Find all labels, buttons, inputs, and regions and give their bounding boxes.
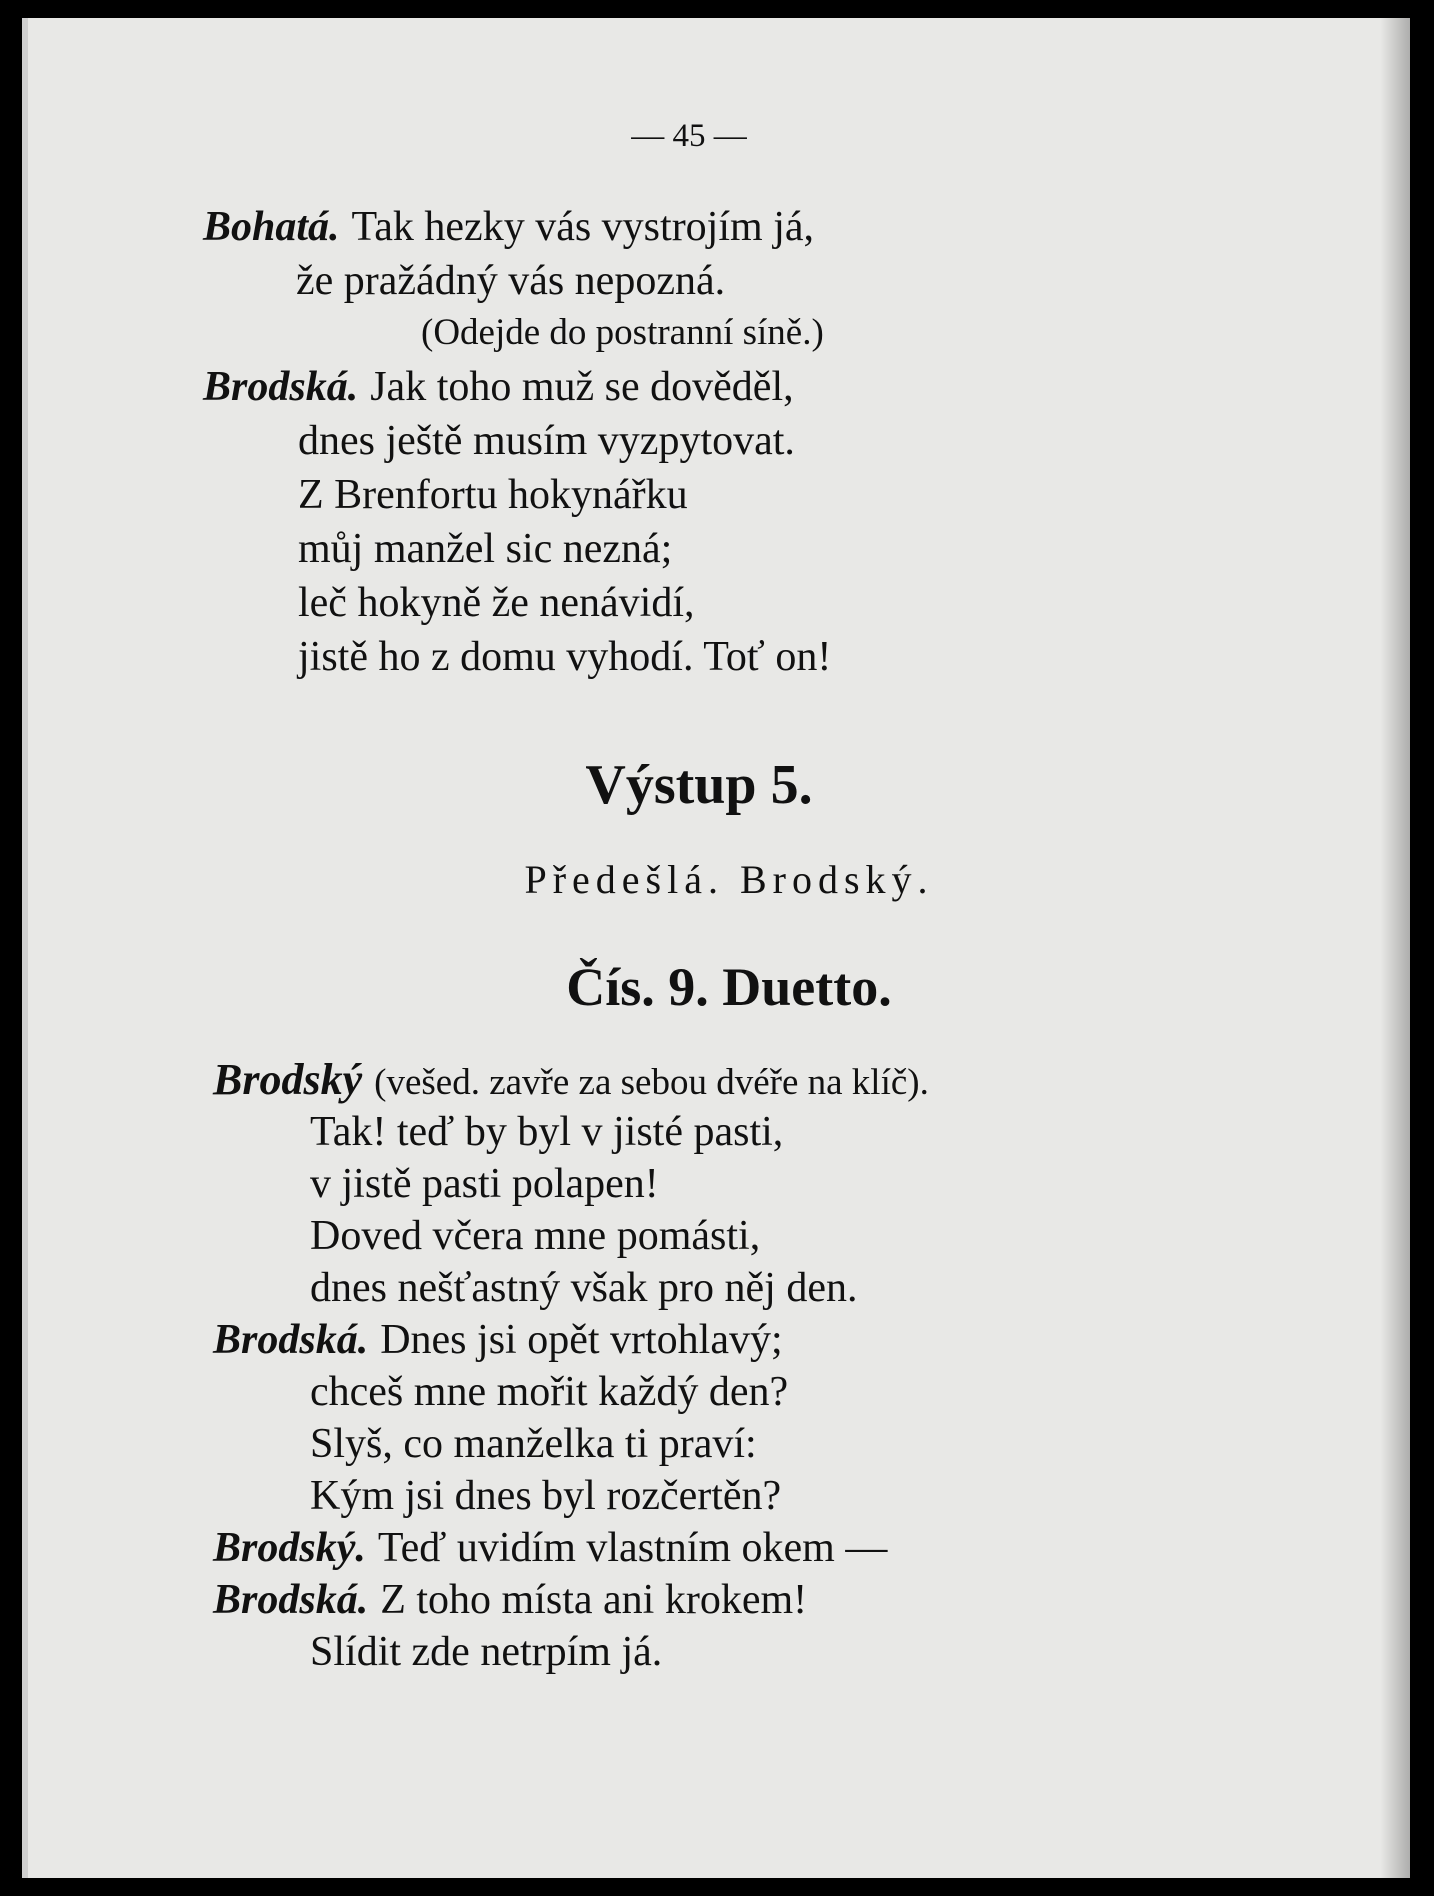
verse-line bbox=[203, 366, 794, 408]
verse-text: můj manžel sic nezná; bbox=[298, 526, 673, 572]
scene-heading: Výstup 5. bbox=[585, 754, 813, 816]
verse-text: v jistě pasti polapen! bbox=[310, 1161, 659, 1207]
page-edge-shadow bbox=[1380, 18, 1410, 1878]
speaker-name: Brodská. bbox=[213, 1577, 369, 1623]
verse-text: Kým jsi dnes byl rozčertěn? bbox=[310, 1473, 782, 1519]
verse-line bbox=[296, 260, 725, 302]
verse-line bbox=[310, 1475, 781, 1517]
verse-text: že pražádný vás nepozná. bbox=[296, 258, 726, 304]
verse-line bbox=[310, 1423, 757, 1465]
verse-text: Tak hezky vás vystrojím já, bbox=[351, 204, 814, 250]
speaker-name: Bohatá. bbox=[203, 204, 340, 250]
verse-text: leč hokyně že nenávidí, bbox=[298, 580, 695, 626]
verse-text: Jak toho muž se dověděl, bbox=[370, 364, 794, 410]
book-page bbox=[22, 18, 1410, 1878]
verse-line bbox=[298, 582, 695, 624]
verse-line bbox=[310, 1631, 662, 1673]
verse-text: Dnes jsi opět vrtohlavý; bbox=[380, 1317, 783, 1363]
verse-line bbox=[213, 1527, 887, 1569]
verse-text: Teď uvidím vlastním okem — bbox=[377, 1525, 888, 1571]
verse-line bbox=[310, 1111, 783, 1153]
verse-line bbox=[298, 528, 672, 570]
speaker-name: Brodská. bbox=[203, 364, 359, 410]
verse-text: chceš mne mořit každý den? bbox=[310, 1369, 789, 1415]
verse-text: Doved včera mne pomásti, bbox=[310, 1213, 761, 1259]
verse-line bbox=[310, 1215, 760, 1257]
speaker-name: Brodská. bbox=[213, 1317, 369, 1363]
verse-text: Slídit zde netrpím já. bbox=[310, 1629, 663, 1675]
number-heading: Čís. 9. Duetto. bbox=[566, 957, 892, 1017]
verse-line bbox=[298, 636, 831, 678]
speaker-name: Brodský bbox=[213, 1055, 363, 1104]
verse-line bbox=[310, 1163, 659, 1205]
verse-line bbox=[298, 474, 688, 516]
verse-text: dnes ještě musím vyzpytovat. bbox=[298, 418, 795, 464]
verse-text: Slyš, co manželka ti praví: bbox=[310, 1421, 757, 1467]
verse-line bbox=[213, 1579, 807, 1621]
verse-line bbox=[310, 1267, 858, 1309]
speaker-name: Brodský. bbox=[213, 1525, 366, 1571]
verse-text: jistě ho z domu vyhodí. Toť on! bbox=[298, 634, 832, 680]
cast-line: Předešlá. Brodský. bbox=[524, 857, 934, 902]
stage-direction: (vešed. zavře za sebou dvéře na klíč). bbox=[374, 1062, 929, 1103]
verse-text: Z Brenfortu hokynářku bbox=[298, 472, 688, 518]
verse-line bbox=[213, 1319, 783, 1361]
verse-text: dnes nešťastný však pro něj den. bbox=[310, 1265, 858, 1311]
verse-line bbox=[213, 1055, 929, 1104]
verse-text: (Odejde do postranní síně.) bbox=[421, 312, 824, 353]
verse-line bbox=[203, 206, 814, 248]
verse-text: Z toho místa ani krokem! bbox=[380, 1577, 808, 1623]
verse-line bbox=[298, 420, 795, 462]
stage-direction bbox=[421, 314, 824, 351]
verse-line bbox=[310, 1371, 788, 1413]
verse-text: Tak! teď by byl v jisté pasti, bbox=[310, 1109, 784, 1155]
page-number: — 45 — bbox=[631, 118, 747, 154]
